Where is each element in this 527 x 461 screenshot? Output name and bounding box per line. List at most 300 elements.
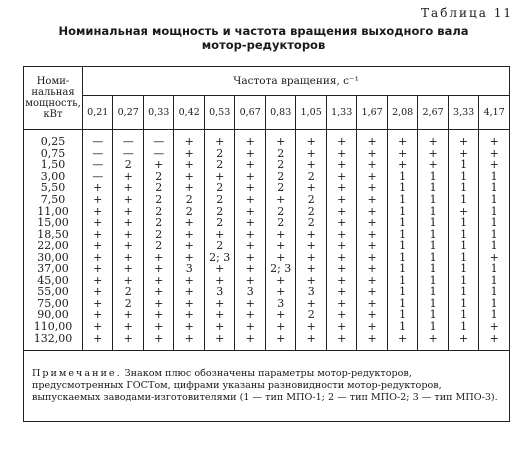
table-cell: 2 (296, 205, 326, 217)
table-cell: + (357, 194, 387, 206)
table-cell: + (326, 251, 356, 263)
table-cell: + (83, 228, 113, 240)
table-cell: + (113, 251, 143, 263)
power-value-cell: 7,50 (24, 194, 83, 206)
table-cell: + (174, 217, 204, 229)
table-cell: 2 (296, 217, 326, 229)
table-cell: + (296, 332, 326, 350)
table-cell: + (83, 251, 113, 263)
table-cell: + (204, 263, 235, 275)
table-cell: + (326, 159, 356, 171)
table-cell: + (418, 148, 448, 160)
table-cell: + (235, 182, 265, 194)
table-cell: + (326, 205, 356, 217)
table-cell: + (174, 321, 204, 333)
table-cell: 1 (387, 194, 417, 206)
table-cell: + (326, 298, 356, 310)
table-cell: + (143, 321, 173, 333)
table-cell: + (479, 332, 510, 350)
frequency-header-cell: 4,17 (479, 95, 510, 129)
table-cell: + (235, 171, 265, 183)
table-cell: 1 (448, 194, 478, 206)
frequency-header-cell: 2,67 (418, 95, 448, 129)
table-cell: + (83, 298, 113, 310)
table-cell: + (113, 321, 143, 333)
table-cell: + (296, 148, 326, 160)
table-cell: 1 (479, 194, 510, 206)
table-cell: 1 (448, 263, 478, 275)
table-cell: — (83, 171, 113, 183)
power-value-cell: 0,25 (24, 130, 83, 148)
table-cell: + (387, 332, 417, 350)
frequency-header-cell: 0,21 (83, 95, 113, 129)
table-row (24, 217, 510, 229)
table-row (24, 205, 510, 217)
table-cell: + (174, 228, 204, 240)
table-cell: + (113, 194, 143, 206)
frequency-header-cell: 0,42 (174, 95, 204, 129)
table-cell: 2 (174, 205, 204, 217)
table-cell: + (296, 321, 326, 333)
table-cell: 2 (296, 171, 326, 183)
table-row (24, 309, 510, 321)
note-text: Знаком плюс обозначены параметры мотор-редукторов, предусмотренных ГОСТом, цифрами указаны разновидности мотор-редукторов, выпускаемых заводами-изготовителями (1 — тип МПО-1; 2 — тип МПО-2; 3 — тип МПО-3). (32, 367, 498, 403)
table-cell: + (174, 171, 204, 183)
table-cell: + (479, 130, 510, 148)
table-cell: + (357, 332, 387, 350)
table-cell: 1 (387, 240, 417, 252)
table-cell: + (174, 182, 204, 194)
power-column-header (24, 67, 83, 130)
table-cell: + (357, 130, 387, 148)
table-cell: + (83, 182, 113, 194)
power-value-cell: 30,00 (24, 251, 83, 263)
table-cell: — (113, 130, 143, 148)
table-cell: + (83, 309, 113, 321)
table-cell: + (326, 228, 356, 240)
power-value-cell: 18,50 (24, 228, 83, 240)
table-cell: 1 (448, 298, 478, 310)
table-cell: + (235, 217, 265, 229)
table-title (0, 24, 527, 52)
table-cell: + (143, 298, 173, 310)
table-cell: 1 (418, 171, 448, 183)
table-cell: + (143, 263, 173, 275)
power-header-line: Номи- (36, 76, 70, 87)
table-cell: + (296, 182, 326, 194)
table-row (24, 263, 510, 275)
table-cell: + (204, 309, 235, 321)
table-cell: + (265, 286, 296, 298)
table-cell: + (357, 298, 387, 310)
table-cell: 2 (174, 194, 204, 206)
table-cell: — (113, 148, 143, 160)
table-cell: 1 (448, 240, 478, 252)
table-cell: + (204, 275, 235, 287)
table-cell: 1 (479, 275, 510, 287)
table-cell: + (174, 309, 204, 321)
table-cell: + (357, 159, 387, 171)
table-cell: 1 (418, 309, 448, 321)
table-cell: 2 (296, 194, 326, 206)
table-cell: 1 (418, 275, 448, 287)
table-cell: + (265, 309, 296, 321)
table-cell: + (235, 148, 265, 160)
table-cell: — (143, 148, 173, 160)
table-cell: + (326, 217, 356, 229)
table-cell: 2 (143, 182, 173, 194)
power-value-cell: 15,00 (24, 217, 83, 229)
table-cell: 1 (448, 171, 478, 183)
table-cell: + (296, 228, 326, 240)
table-title-line: мотор-редукторов (201, 38, 326, 52)
table-cell: — (143, 130, 173, 148)
table-cell: + (265, 194, 296, 206)
table-cell: + (204, 321, 235, 333)
power-value-cell: 110,00 (24, 321, 83, 333)
table-cell: + (265, 130, 296, 148)
table-cell: 1 (387, 321, 417, 333)
table-cell: + (357, 182, 387, 194)
table-cell: 2 (204, 205, 235, 217)
table-cell: + (265, 275, 296, 287)
table-cell: + (143, 309, 173, 321)
table-body (24, 130, 510, 351)
table-cell: 1 (418, 263, 448, 275)
table-cell: + (418, 332, 448, 350)
table-cell: + (113, 182, 143, 194)
table-cell: + (387, 148, 417, 160)
frequency-values-row (24, 95, 510, 129)
table-cell: + (83, 205, 113, 217)
table-cell: + (174, 332, 204, 350)
table-cell: + (235, 309, 265, 321)
table-cell: + (357, 309, 387, 321)
table-row (24, 194, 510, 206)
table-cell: + (174, 275, 204, 287)
table-cell: 3 (265, 298, 296, 310)
frequency-header-cell: 0,33 (143, 95, 173, 129)
table-cell: — (83, 148, 113, 160)
power-value-cell: 132,00 (24, 332, 83, 350)
table-cell: + (83, 217, 113, 229)
table-row (24, 275, 510, 287)
table-cell: 1 (448, 309, 478, 321)
table-cell: 1 (387, 309, 417, 321)
frequency-header-cell: 2,08 (387, 95, 417, 129)
table-cell: 1 (479, 240, 510, 252)
table-cell: 1 (387, 251, 417, 263)
table-cell: + (235, 194, 265, 206)
table-cell: 2 (113, 298, 143, 310)
power-value-cell: 90,00 (24, 309, 83, 321)
table-cell: + (357, 263, 387, 275)
table-row (24, 159, 510, 171)
table-cell: 1 (418, 321, 448, 333)
table-cell: + (143, 251, 173, 263)
table-cell: + (113, 240, 143, 252)
table-cell: 2 (143, 217, 173, 229)
table-cell: 2 (143, 240, 173, 252)
table-cell: + (326, 182, 356, 194)
table-cell: + (235, 275, 265, 287)
table-cell: 1 (479, 205, 510, 217)
table-row (24, 286, 510, 298)
table-cell: 3 (296, 286, 326, 298)
table-cell: 2; 3 (265, 263, 296, 275)
table-cell: 2 (204, 182, 235, 194)
frequency-header-cell: 0,67 (235, 95, 265, 129)
table-cell: + (326, 332, 356, 350)
table-note (24, 350, 510, 421)
table-cell: + (235, 130, 265, 148)
power-value-cell: 5,50 (24, 182, 83, 194)
table-cell: + (204, 171, 235, 183)
table-cell: 1 (418, 240, 448, 252)
table-cell: + (265, 251, 296, 263)
table-cell: + (83, 286, 113, 298)
table-row (24, 251, 510, 263)
table-cell: + (387, 159, 417, 171)
table-cell: + (326, 171, 356, 183)
table-cell: + (326, 286, 356, 298)
table-cell: 2; 3 (204, 251, 235, 263)
table-cell: + (174, 240, 204, 252)
frequency-header-cell: 1,33 (326, 95, 356, 129)
table-cell: 1 (448, 251, 478, 263)
table-cell: + (357, 275, 387, 287)
table-cell: + (296, 159, 326, 171)
table-cell: + (174, 251, 204, 263)
table-cell: 1 (479, 228, 510, 240)
table-cell: + (174, 298, 204, 310)
table-cell: + (357, 321, 387, 333)
frequency-group-header: Частота вращения, с⁻¹ (83, 67, 510, 96)
table-cell: + (357, 171, 387, 183)
table-cell: + (143, 332, 173, 350)
motor-reducer-table (23, 66, 510, 422)
table-cell: + (113, 309, 143, 321)
table-cell: + (265, 240, 296, 252)
power-header-line: кВт (43, 109, 63, 120)
table-cell: + (235, 321, 265, 333)
table-cell: 1 (479, 171, 510, 183)
power-value-cell: 22,00 (24, 240, 83, 252)
table-cell: 1 (448, 159, 478, 171)
table-cell: + (143, 159, 173, 171)
table-cell: + (113, 332, 143, 350)
table-cell: — (83, 159, 113, 171)
table-cell: + (357, 148, 387, 160)
table-cell: 1 (387, 217, 417, 229)
table-cell: + (113, 275, 143, 287)
table-cell: + (83, 275, 113, 287)
table-cell: 1 (387, 228, 417, 240)
frequency-header-cell: 1,05 (296, 95, 326, 129)
power-value-cell: 0,75 (24, 148, 83, 160)
table-cell: + (387, 130, 417, 148)
table-cell: + (235, 240, 265, 252)
table-row (24, 148, 510, 160)
table-cell: 2 (143, 228, 173, 240)
table-cell: + (83, 332, 113, 350)
table-cell: + (113, 171, 143, 183)
table-cell: 1 (418, 228, 448, 240)
table-cell: + (296, 275, 326, 287)
table-cell: 1 (418, 286, 448, 298)
table-title-line: Номинальная мощность и частота вращения выходного вала (58, 24, 469, 38)
table-cell: + (326, 321, 356, 333)
table-cell: + (448, 148, 478, 160)
table-cell: 1 (387, 286, 417, 298)
table-cell: + (204, 228, 235, 240)
table-cell: 2 (204, 240, 235, 252)
table-cell: 1 (479, 263, 510, 275)
table-cell: + (113, 205, 143, 217)
table-cell: + (326, 240, 356, 252)
table-cell: + (296, 298, 326, 310)
table-cell: 1 (387, 205, 417, 217)
table-row (24, 332, 510, 350)
table-cell: 2 (265, 148, 296, 160)
table-cell: + (479, 159, 510, 171)
power-header-line: нальная (31, 87, 75, 98)
table-cell: + (235, 251, 265, 263)
table-cell: + (113, 263, 143, 275)
table-cell: + (174, 159, 204, 171)
table-cell: + (235, 263, 265, 275)
table-cell: + (204, 332, 235, 350)
table-cell: 1 (448, 228, 478, 240)
table-cell: + (143, 275, 173, 287)
table-cell: 1 (418, 205, 448, 217)
table-cell: + (174, 286, 204, 298)
table-cell: — (83, 130, 113, 148)
table-cell: 2 (143, 171, 173, 183)
table-cell: 1 (448, 321, 478, 333)
table-row (24, 240, 510, 252)
table-cell: + (235, 332, 265, 350)
table-cell: + (265, 321, 296, 333)
table-cell: 1 (479, 286, 510, 298)
table-cell: + (113, 217, 143, 229)
table-cell: 1 (418, 182, 448, 194)
table-cell: + (479, 251, 510, 263)
table-cell: + (326, 275, 356, 287)
table-cell: + (357, 240, 387, 252)
table-cell: + (357, 286, 387, 298)
frequency-header-cell: 0,83 (265, 95, 296, 129)
table-row (24, 298, 510, 310)
table-cell: + (204, 298, 235, 310)
table-cell: + (326, 309, 356, 321)
power-value-cell: 1,50 (24, 159, 83, 171)
table-cell: + (448, 205, 478, 217)
table-row (24, 321, 510, 333)
table-cell: + (174, 130, 204, 148)
table-cell: 1 (418, 217, 448, 229)
table-cell: 2 (204, 194, 235, 206)
table-cell: + (326, 148, 356, 160)
table-cell: 1 (479, 309, 510, 321)
table-cell: 1 (418, 194, 448, 206)
table-cell: + (357, 251, 387, 263)
table-cell: + (357, 217, 387, 229)
table-cell: 1 (448, 275, 478, 287)
table-cell: 2 (265, 217, 296, 229)
table-row (24, 130, 510, 148)
power-value-cell: 45,00 (24, 275, 83, 287)
table-cell: 2 (265, 171, 296, 183)
power-value-cell: 55,00 (24, 286, 83, 298)
frequency-header-cell: 0,53 (204, 95, 235, 129)
table-cell: 3 (204, 286, 235, 298)
table-cell: 3 (174, 263, 204, 275)
table-cell: + (113, 228, 143, 240)
table-cell: 1 (479, 182, 510, 194)
table-cell: + (326, 130, 356, 148)
power-value-cell: 75,00 (24, 298, 83, 310)
table-cell: + (174, 148, 204, 160)
table-cell: 2 (265, 159, 296, 171)
table-cell: + (418, 130, 448, 148)
table-row (24, 228, 510, 240)
table-cell: + (83, 263, 113, 275)
table-cell: 1 (387, 275, 417, 287)
frequency-header-cell: 1,67 (357, 95, 387, 129)
table-cell: 2 (204, 159, 235, 171)
table-cell: 2 (296, 309, 326, 321)
table-cell: + (235, 159, 265, 171)
table-cell: 2 (265, 182, 296, 194)
table-cell: + (326, 263, 356, 275)
table-cell: 1 (448, 182, 478, 194)
table-cell: + (204, 130, 235, 148)
table-cell: 2 (113, 159, 143, 171)
table-cell: + (83, 321, 113, 333)
table-cell: + (357, 228, 387, 240)
table-cell: + (326, 194, 356, 206)
frequency-header-cell: 3,33 (448, 95, 478, 129)
table-cell: + (265, 228, 296, 240)
table-cell: 2 (113, 286, 143, 298)
table-cell: 1 (448, 286, 478, 298)
table-cell: 1 (448, 217, 478, 229)
table-cell: 1 (418, 298, 448, 310)
table-cell: 1 (387, 182, 417, 194)
table-cell: + (296, 240, 326, 252)
table-cell: 2 (143, 205, 173, 217)
table-cell: 2 (265, 205, 296, 217)
table-cell: 1 (387, 263, 417, 275)
table-cell: 1 (479, 217, 510, 229)
table-cell: + (83, 194, 113, 206)
table-cell: + (83, 240, 113, 252)
table-cell: 1 (418, 251, 448, 263)
table-cell: + (448, 130, 478, 148)
table-cell: + (143, 286, 173, 298)
table-cell: 2 (204, 217, 235, 229)
table-cell: + (265, 332, 296, 350)
table-cell: + (235, 298, 265, 310)
power-value-cell: 11,00 (24, 205, 83, 217)
table-number: Таблица 11 (421, 6, 513, 20)
table-cell: + (448, 332, 478, 350)
table-cell: + (296, 263, 326, 275)
note-label: Примечание. (32, 367, 122, 379)
table-cell: + (235, 205, 265, 217)
table-cell: + (357, 205, 387, 217)
